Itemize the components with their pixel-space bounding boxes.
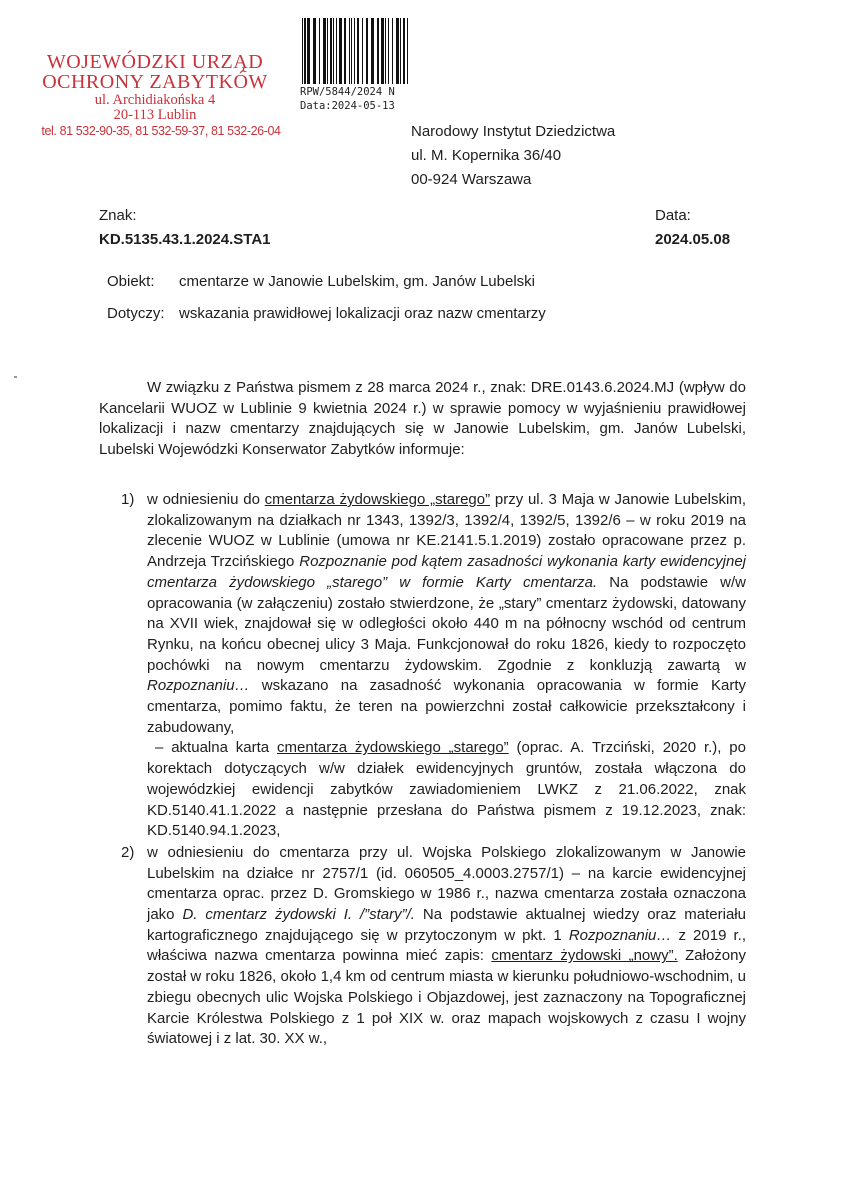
text-run: Na podstawie aktualnej wiedzy oraz materiału kartograficznego znajdującego się w przytoczonym w pkt. 1 [147, 906, 746, 944]
barcode-bar [354, 18, 355, 84]
subject-dotyczy [107, 305, 546, 322]
text-run: wskazano na zasadność wykonania opracowania w formie Karty cmentarza, pomimo faktu, że teren na powierzchni został całkowicie przekształcony i zabudowany, [147, 677, 746, 736]
underlined-term: cmentarza żydowskiego „starego” [277, 739, 509, 757]
text-run: Założony został w roku 1826, około 1,4 km od centrum miasta w kierunku południowo-wschodnim, u zbiegu obecnych ulic Wojska Polskiego i Objazdowej, jest zaznaczony na Topograficznej Karcie Królestwa Polskiego z 1 poł XIX w. oraz mapach wojskowych z czasu I wojny światowej i z lat. 30. XX w., [147, 947, 746, 1048]
office-stamp [20, 52, 290, 139]
barcode-bar [302, 18, 303, 84]
text-run: – aktualna karta [155, 739, 278, 757]
barcode-bar [339, 18, 342, 84]
item-number: 2) [121, 843, 135, 861]
barcode-bar [377, 18, 379, 84]
stamp-line-2: OCHRONY ZABYTKÓW [42, 71, 268, 93]
registry-barcode-label [300, 18, 412, 112]
barcode-bar [304, 18, 306, 84]
barcode-bar [330, 18, 332, 84]
text-run: (oprac. A. Trzciński, 2020 r.), po korektach dotyczących w/w działek ewidencyjnych gruntów, została włączona do wojewódzkiej ewidencji zabytków zawiadomieniem LWKZ z 21.06.2022, znak KD.5140.41.1.2022 a następnie przesłana do Państwa pismem z 19.12.2023, znak: KD.5140.94.1.2023, [147, 739, 746, 840]
list-item [99, 843, 746, 1050]
barcode-icon [300, 18, 412, 84]
barcode-bar [336, 18, 337, 84]
item-1-paragraph [147, 490, 746, 738]
stamp-line-5: tel. 81 532-90-35, 81 532-59-37, 81 532-26-04 [41, 124, 281, 138]
item-number: 1) [121, 491, 135, 508]
barcode-bar [381, 18, 384, 84]
text-run: w odniesieniu do cmentarza przy ul. Wojska Polskiego zlokalizowanym w Janowie Lubelskim na działce nr 2757/1 (id. 060505_4.0003.2757/1) – na karcie ewidencyjnej cmentarza oprac. przez D. Gromskiego w 1986 r., nazwa cmentarza została oznaczona jako [147, 843, 746, 924]
barcode-bar [366, 18, 368, 84]
text-run: przy ul. 3 Maja w Janowie Lubelskim, zlokalizowanym na działkach nr 1343, 1392/3, 1392/4, 1392/5, 1392/6 – w roku 2019 na zlecenie WUOZ w Lublinie (umowa nr KE.2141.5.1.2019) zostało opracowane przez p. Andrzeja Trzcińskiego [147, 491, 746, 571]
barcode-bar [407, 18, 408, 84]
margin-mark [14, 376, 17, 378]
text-run: w odniesieniu do [147, 491, 265, 508]
barcode-bar [327, 18, 328, 84]
dotyczy-label: Dotyczy: [107, 305, 165, 322]
intro-paragraph: W związku z Państwa pismem z 28 marca 2024 r., znak: DRE.0143.6.2024.MJ (wpływ do Kancelarii WUOZ w Lublinie 9 kwietnia 2024 r.) w sprawie pomocy w wyjaśnieniu prawidłowej lokalizacji i nazw cmentarzy znajdujących się w Janowie Lubelskim, gm. Janów Lubelski, Lubelski Wojewódzki Konserwator Zabytków informuje: [99, 379, 746, 458]
barcode-bar [357, 18, 359, 84]
item-2-paragraph [147, 843, 746, 1050]
italic-title: D. cmentarz żydowski I. /”stary”/. [182, 906, 415, 924]
underlined-term: cmentarz żydowski „nowy”. [491, 947, 678, 965]
recipient-line-2: ul. M. Kopernika 36/40 [411, 147, 562, 164]
barcode-bar [371, 18, 374, 84]
recipient-address [411, 120, 615, 192]
italic-title: Rozpoznaniu… [147, 677, 250, 695]
text-run: Na podstawie w/w opracowania (w załączeniu) zostało stwierdzone, że „stary” cmentarz żydowski, datowany na XVII wiek, znajdował się w odległości około 440 m na północny wschód od centrum Rynku, na końcu obecnej ulicy 3 Maja. Funkcjonował do roku 1826, kiedy to rozpoczęto pochówki na nowym cmentarzu żydowskim. Zgodnie z konkluzją zawartą w [147, 573, 746, 674]
barcode-bar [319, 18, 320, 84]
italic-title: Rozpoznanie pod kątem zasadności wykonania karty ewidencyjnej cmentarza żydowskiego „starego” w formie Karty cmentarza. [147, 553, 747, 591]
registry-number: RPW/5844/2024 N [300, 86, 395, 98]
text-run: z 2019 r., właściwa nazwa cmentarza powinna mieć zapis: [147, 926, 747, 965]
italic-title: Rozpoznaniu… [568, 926, 672, 944]
barcode-bar [313, 18, 316, 84]
obiekt-label: Obiekt: [107, 273, 155, 290]
list-item [99, 490, 746, 842]
barcode-bar [323, 18, 326, 84]
obiekt-value: cmentarze w Janowie Lubelskim, gm. Janów Lubelski [179, 273, 535, 290]
barcode-bar [351, 18, 352, 84]
stamp-line-3: ul. Archidiakońska 4 [94, 92, 216, 108]
znak-value: KD.5135.43.1.2024.STA1 [99, 231, 271, 248]
registry-date: Data:2024-05-13 [300, 100, 395, 112]
barcode-bar [333, 18, 334, 84]
barcode-bar [388, 18, 389, 84]
barcode-bar [400, 18, 401, 84]
stamp-line-1: WOJEWÓDZKI URZĄD [46, 51, 264, 73]
findings-list [99, 490, 746, 1050]
stamp-line-4: 20-113 Lublin [113, 107, 197, 123]
date-value: 2024.05.08 [655, 231, 731, 248]
recipient-line-3: 00-924 Warszawa [411, 171, 532, 188]
barcode-bar [349, 18, 350, 84]
dotyczy-value: wskazania prawidłowej lokalizacji oraz nazw cmentarzy [179, 305, 546, 322]
recipient-line-1: Narodowy Instytut Dziedzictwa [411, 123, 616, 140]
barcode-bar [385, 18, 386, 84]
znak-label: Znak: [99, 207, 137, 224]
barcode-bar [307, 18, 310, 84]
item-1-subparagraph [147, 738, 746, 842]
date-label: Data: [655, 207, 691, 224]
barcode-bar [403, 18, 405, 84]
barcode-bar [392, 18, 393, 84]
underlined-term: cmentarza żydowskiego „starego” [264, 491, 491, 508]
barcode-bar [344, 18, 346, 84]
barcode-bar [362, 18, 363, 84]
barcode-bar [396, 18, 399, 84]
subject-obiekt [107, 273, 535, 290]
